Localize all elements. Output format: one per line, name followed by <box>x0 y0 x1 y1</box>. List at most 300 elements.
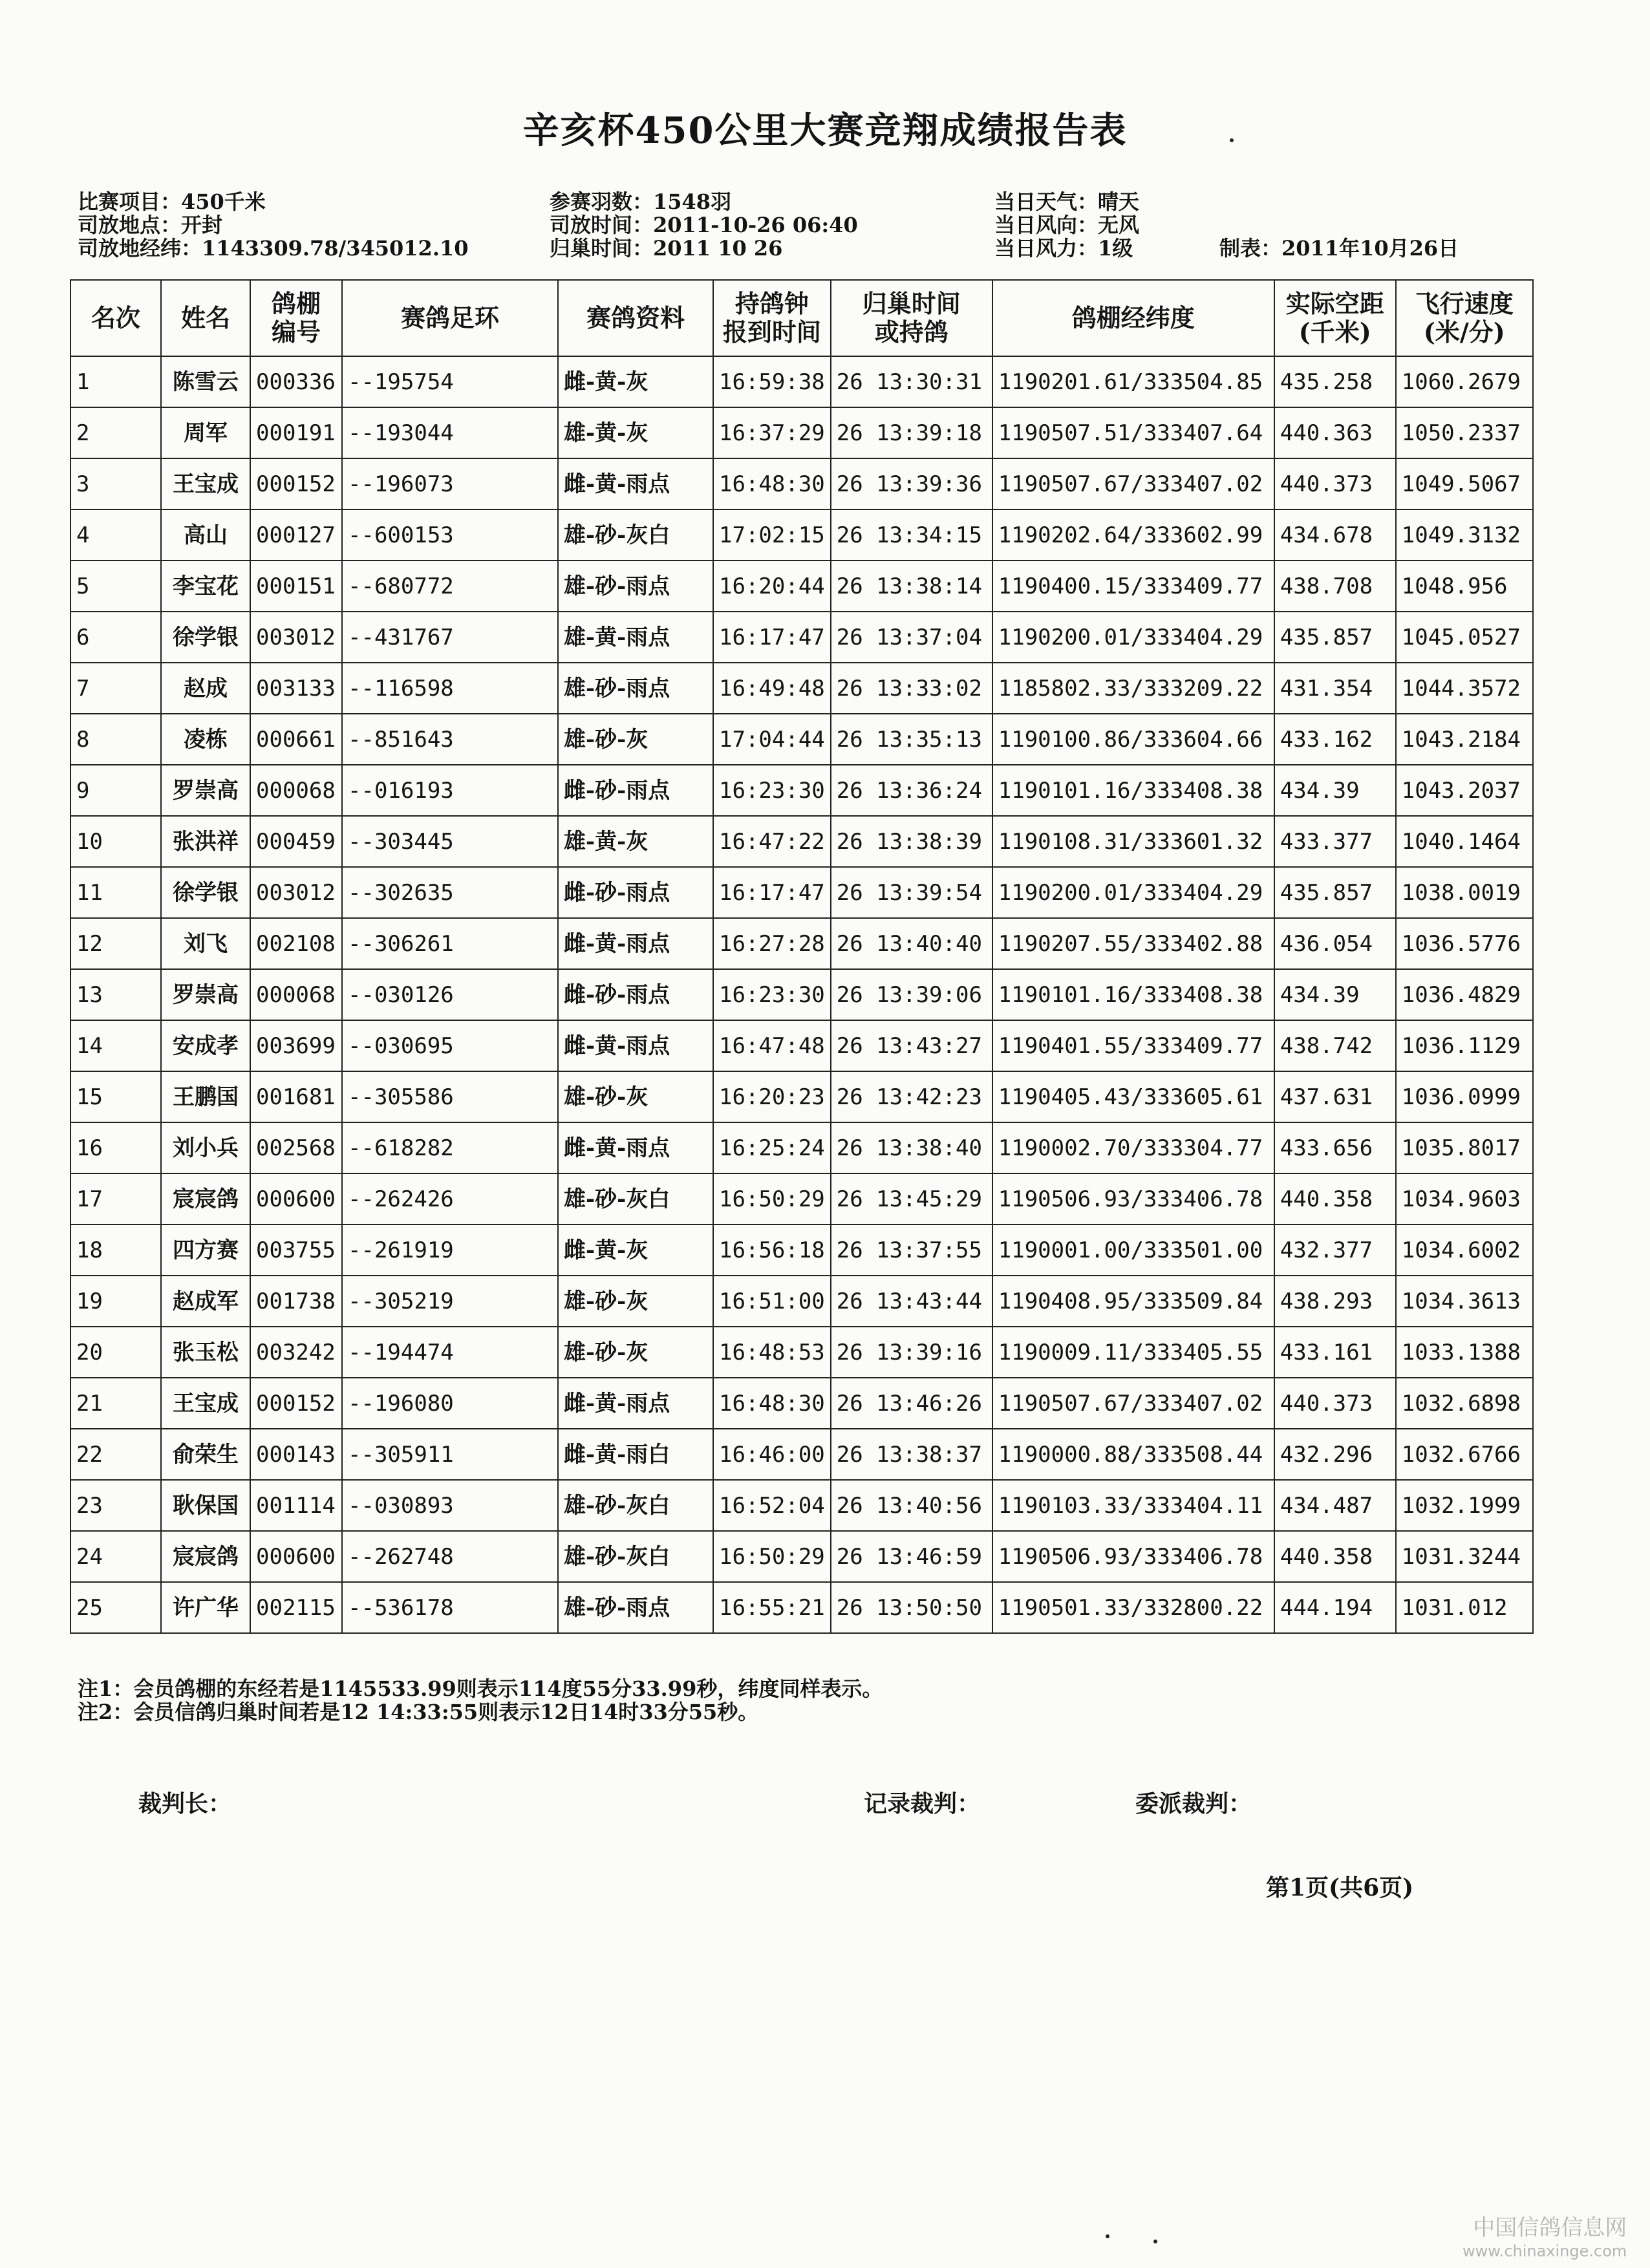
chief-judge-label: 裁判长： <box>138 1790 232 1817</box>
cell-rank: 18 <box>70 1225 161 1276</box>
cell-return-time: 26 13:38:14 <box>831 561 992 612</box>
note-1: 注1：会员鸽棚的东经若是1145533.99则表示114度55分33.99秒，纬度同样表示。 <box>78 1676 883 1701</box>
cell-distance: 438.742 <box>1274 1020 1396 1071</box>
cell-distance: 440.358 <box>1274 1531 1396 1582</box>
cell-rank: 12 <box>70 918 161 969</box>
cell-name: 罗崇高 <box>161 765 250 816</box>
cell-coordinates: 1190507.67/333407.02 <box>992 458 1274 509</box>
cell-clock-time: 16:56:18 <box>713 1225 831 1276</box>
cell-pigeon-info: 雌-黄-灰 <box>558 356 713 407</box>
watermark <box>1462 2216 1627 2263</box>
cell-coordinates: 1190507.51/333407.64 <box>992 407 1274 458</box>
watermark-name: 中国信鸽信息网 <box>1473 2215 1627 2241</box>
cell-rank: 9 <box>70 765 161 816</box>
report-title: 辛亥杯450公里大赛竞翔成绩报告表 <box>522 109 1128 152</box>
table-row <box>70 1378 1533 1429</box>
cell-loft-id: 000459 <box>250 816 342 867</box>
cell-return-time: 26 13:43:27 <box>831 1020 992 1071</box>
cell-distance: 436.054 <box>1274 918 1396 969</box>
cell-clock-time: 16:17:47 <box>713 867 831 918</box>
cell-clock-time: 16:48:30 <box>713 1378 831 1429</box>
cell-pigeon-info: 雄-砂-雨点 <box>558 561 713 612</box>
cell-clock-time: 16:27:28 <box>713 918 831 969</box>
cell-rank: 22 <box>70 1429 161 1480</box>
cell-name: 宸宸鸽 <box>161 1531 250 1582</box>
table-row <box>70 969 1533 1020</box>
cell-ring: --305219 <box>342 1276 558 1327</box>
cell-loft-id: 002115 <box>250 1582 342 1633</box>
cell-pigeon-info: 雌-黄-雨点 <box>558 1020 713 1071</box>
cell-pigeon-info: 雄-砂-灰 <box>558 1071 713 1122</box>
cell-clock-time: 16:50:29 <box>713 1173 831 1225</box>
cell-clock-time: 16:20:44 <box>713 561 831 612</box>
cell-ring: --030695 <box>342 1020 558 1071</box>
cell-pigeon-info: 雄-黄-雨点 <box>558 612 713 663</box>
cell-speed: 1044.3572 <box>1396 663 1533 714</box>
cell-pigeon-info: 雄-砂-灰白 <box>558 1531 713 1582</box>
cell-ring: --680772 <box>342 561 558 612</box>
table-row <box>70 1276 1533 1327</box>
cell-distance: 437.631 <box>1274 1071 1396 1122</box>
cell-return-time: 26 13:42:23 <box>831 1071 992 1122</box>
cell-rank: 8 <box>70 714 161 765</box>
cell-loft-id: 000336 <box>250 356 342 407</box>
cell-coordinates: 1190200.01/333404.29 <box>992 612 1274 663</box>
table-row <box>70 612 1533 663</box>
cell-rank: 23 <box>70 1480 161 1531</box>
cell-ring: --305911 <box>342 1429 558 1480</box>
cell-name: 赵成 <box>161 663 250 714</box>
table-row <box>70 1071 1533 1122</box>
cell-loft-id: 000152 <box>250 1378 342 1429</box>
cell-loft-id: 000152 <box>250 458 342 509</box>
cell-distance: 435.857 <box>1274 612 1396 663</box>
cell-return-time: 26 13:39:54 <box>831 867 992 918</box>
cell-speed: 1034.6002 <box>1396 1225 1533 1276</box>
cell-name: 凌栋 <box>161 714 250 765</box>
header-distance: 实际空距 (千米) <box>1274 280 1396 356</box>
cell-speed: 1032.6898 <box>1396 1378 1533 1429</box>
cell-clock-time: 16:47:48 <box>713 1020 831 1071</box>
cell-speed: 1043.2184 <box>1396 714 1533 765</box>
cell-return-time: 26 13:39:06 <box>831 969 992 1020</box>
cell-ring: --851643 <box>342 714 558 765</box>
cell-loft-id: 002108 <box>250 918 342 969</box>
table-row <box>70 765 1533 816</box>
table-row <box>70 1429 1533 1480</box>
info-item: 当日风向：无风 <box>994 213 1140 237</box>
cell-ring: --302635 <box>342 867 558 918</box>
cell-clock-time: 16:51:00 <box>713 1276 831 1327</box>
header-rank: 名次 <box>70 280 161 356</box>
cell-return-time: 26 13:45:29 <box>831 1173 992 1225</box>
cell-ring: --030126 <box>342 969 558 1020</box>
cell-coordinates: 1190401.55/333409.77 <box>992 1020 1274 1071</box>
cell-speed: 1045.0527 <box>1396 612 1533 663</box>
cell-return-time: 26 13:30:31 <box>831 356 992 407</box>
cell-clock-time: 16:47:22 <box>713 816 831 867</box>
cell-loft-id: 000068 <box>250 969 342 1020</box>
cell-distance: 434.39 <box>1274 969 1396 1020</box>
cell-rank: 17 <box>70 1173 161 1225</box>
cell-distance: 434.39 <box>1274 765 1396 816</box>
table-body <box>70 356 1533 1633</box>
cell-clock-time: 16:23:30 <box>713 765 831 816</box>
cell-return-time: 26 13:35:13 <box>831 714 992 765</box>
cell-speed: 1034.9603 <box>1396 1173 1533 1225</box>
cell-pigeon-info: 雄-黄-灰 <box>558 407 713 458</box>
cell-loft-id: 002568 <box>250 1122 342 1173</box>
cell-ring: --431767 <box>342 612 558 663</box>
cell-rank: 19 <box>70 1276 161 1327</box>
cell-speed: 1036.0999 <box>1396 1071 1533 1122</box>
cell-speed: 1036.1129 <box>1396 1020 1533 1071</box>
cell-name: 许广华 <box>161 1582 250 1633</box>
cell-loft-id: 001738 <box>250 1276 342 1327</box>
cell-pigeon-info: 雄-黄-灰 <box>558 816 713 867</box>
cell-distance: 434.678 <box>1274 509 1396 561</box>
cell-return-time: 26 13:46:26 <box>831 1378 992 1429</box>
scan-speck <box>1106 2234 1109 2238</box>
cell-pigeon-info: 雌-砂-雨点 <box>558 867 713 918</box>
table-row <box>70 1531 1533 1582</box>
cell-pigeon-info: 雄-砂-雨点 <box>558 1582 713 1633</box>
cell-loft-id: 003133 <box>250 663 342 714</box>
cell-ring: --262748 <box>342 1531 558 1582</box>
cell-coordinates: 1190408.95/333509.84 <box>992 1276 1274 1327</box>
cell-name: 周军 <box>161 407 250 458</box>
table-row <box>70 663 1533 714</box>
cell-return-time: 26 13:39:18 <box>831 407 992 458</box>
cell-rank: 13 <box>70 969 161 1020</box>
cell-speed: 1040.1464 <box>1396 816 1533 867</box>
cell-distance: 433.656 <box>1274 1122 1396 1173</box>
cell-loft-id: 000143 <box>250 1429 342 1480</box>
cell-name: 徐学银 <box>161 867 250 918</box>
cell-speed: 1048.956 <box>1396 561 1533 612</box>
cell-loft-id: 001681 <box>250 1071 342 1122</box>
cell-name: 张洪祥 <box>161 816 250 867</box>
note-2: 注2：会员信鸽归巢时间若是12 14:33:55则表示12日14时33分55秒。 <box>78 1700 759 1724</box>
cell-rank: 3 <box>70 458 161 509</box>
cell-distance: 433.161 <box>1274 1327 1396 1378</box>
cell-pigeon-info: 雌-砂-雨点 <box>558 765 713 816</box>
cell-speed: 1031.3244 <box>1396 1531 1533 1582</box>
cell-speed: 1035.8017 <box>1396 1122 1533 1173</box>
cell-name: 徐学银 <box>161 612 250 663</box>
cell-clock-time: 17:02:15 <box>713 509 831 561</box>
cell-distance: 440.373 <box>1274 1378 1396 1429</box>
cell-rank: 20 <box>70 1327 161 1378</box>
cell-rank: 4 <box>70 509 161 561</box>
cell-coordinates: 1190506.93/333406.78 <box>992 1173 1274 1225</box>
cell-loft-id: 000151 <box>250 561 342 612</box>
cell-clock-time: 16:37:29 <box>713 407 831 458</box>
made-date: 制表：2011年10月26日 <box>1219 236 1459 261</box>
cell-loft-id: 003242 <box>250 1327 342 1378</box>
cell-loft-id: 003012 <box>250 612 342 663</box>
cell-coordinates: 1190200.01/333404.29 <box>992 867 1274 918</box>
cell-speed: 1049.5067 <box>1396 458 1533 509</box>
cell-rank: 25 <box>70 1582 161 1633</box>
cell-loft-id: 000191 <box>250 407 342 458</box>
cell-coordinates: 1190009.11/333405.55 <box>992 1327 1274 1378</box>
cell-ring: --305586 <box>342 1071 558 1122</box>
cell-distance: 432.377 <box>1274 1225 1396 1276</box>
header-return-time: 归巢时间 或持鸽 <box>831 280 992 356</box>
cell-loft-id: 000600 <box>250 1173 342 1225</box>
cell-ring: --194474 <box>342 1327 558 1378</box>
cell-distance: 435.857 <box>1274 867 1396 918</box>
table-row <box>70 867 1533 918</box>
cell-return-time: 26 13:40:56 <box>831 1480 992 1531</box>
cell-clock-time: 16:48:30 <box>713 458 831 509</box>
cell-rank: 14 <box>70 1020 161 1071</box>
info-item: 归巢时间：2011 10 26 <box>550 236 783 261</box>
cell-distance: 440.373 <box>1274 458 1396 509</box>
table-row <box>70 1020 1533 1071</box>
cell-pigeon-info: 雄-砂-灰白 <box>558 1480 713 1531</box>
cell-loft-id: 000127 <box>250 509 342 561</box>
cell-ring: --116598 <box>342 663 558 714</box>
table-row <box>70 458 1533 509</box>
cell-speed: 1031.012 <box>1396 1582 1533 1633</box>
cell-coordinates: 1190001.00/333501.00 <box>992 1225 1274 1276</box>
cell-clock-time: 16:59:38 <box>713 356 831 407</box>
cell-name: 王鹏国 <box>161 1071 250 1122</box>
cell-clock-time: 16:52:04 <box>713 1480 831 1531</box>
header-loft-id: 鸽棚 编号 <box>250 280 342 356</box>
cell-loft-id: 000600 <box>250 1531 342 1582</box>
cell-ring: --030893 <box>342 1480 558 1531</box>
cell-rank: 6 <box>70 612 161 663</box>
cell-coordinates: 1190405.43/333605.61 <box>992 1071 1274 1122</box>
cell-ring: --195754 <box>342 356 558 407</box>
info-item: 司放地经纬：1143309.78/345012.10 <box>78 236 469 261</box>
cell-name: 耿保国 <box>161 1480 250 1531</box>
cell-pigeon-info: 雄-砂-雨点 <box>558 663 713 714</box>
cell-distance: 435.258 <box>1274 356 1396 407</box>
cell-pigeon-info: 雌-黄-雨点 <box>558 918 713 969</box>
results-table <box>70 279 1534 1634</box>
table-row <box>70 816 1533 867</box>
header-coordinates: 鸽棚经纬度 <box>992 280 1274 356</box>
cell-loft-id: 003755 <box>250 1225 342 1276</box>
cell-pigeon-info: 雌-黄-雨点 <box>558 1378 713 1429</box>
cell-speed: 1034.3613 <box>1396 1276 1533 1327</box>
cell-return-time: 26 13:46:59 <box>831 1531 992 1582</box>
cell-ring: --193044 <box>342 407 558 458</box>
cell-return-time: 26 13:33:02 <box>831 663 992 714</box>
cell-name: 赵成军 <box>161 1276 250 1327</box>
info-item: 参赛羽数：1548羽 <box>550 189 732 214</box>
cell-name: 刘飞 <box>161 918 250 969</box>
cell-name: 宸宸鸽 <box>161 1173 250 1225</box>
cell-return-time: 26 13:34:15 <box>831 509 992 561</box>
cell-coordinates: 1190101.16/333408.38 <box>992 969 1274 1020</box>
cell-speed: 1033.1388 <box>1396 1327 1533 1378</box>
cell-distance: 434.487 <box>1274 1480 1396 1531</box>
cell-coordinates: 1190000.88/333508.44 <box>992 1429 1274 1480</box>
table-row <box>70 714 1533 765</box>
cell-return-time: 26 13:39:36 <box>831 458 992 509</box>
cell-clock-time: 16:23:30 <box>713 969 831 1020</box>
table-row <box>70 1582 1533 1633</box>
header-name: 姓名 <box>161 280 250 356</box>
cell-return-time: 26 13:38:39 <box>831 816 992 867</box>
table-row <box>70 509 1533 561</box>
cell-distance: 444.194 <box>1274 1582 1396 1633</box>
cell-coordinates: 1185802.33/333209.22 <box>992 663 1274 714</box>
cell-name: 高山 <box>161 509 250 561</box>
cell-return-time: 26 13:38:40 <box>831 1122 992 1173</box>
cell-return-time: 26 13:36:24 <box>831 765 992 816</box>
cell-name: 四方赛 <box>161 1225 250 1276</box>
cell-coordinates: 1190002.70/333304.77 <box>992 1122 1274 1173</box>
table-row <box>70 407 1533 458</box>
cell-clock-time: 16:17:47 <box>713 612 831 663</box>
cell-coordinates: 1190100.86/333604.66 <box>992 714 1274 765</box>
notes <box>78 1677 883 1724</box>
cell-coordinates: 1190101.16/333408.38 <box>992 765 1274 816</box>
cell-coordinates: 1190202.64/333602.99 <box>992 509 1274 561</box>
cell-coordinates: 1190108.31/333601.32 <box>992 816 1274 867</box>
cell-clock-time: 16:46:00 <box>713 1429 831 1480</box>
cell-name: 刘小兵 <box>161 1122 250 1173</box>
cell-return-time: 26 13:38:37 <box>831 1429 992 1480</box>
cell-pigeon-info: 雄-砂-灰 <box>558 1327 713 1378</box>
cell-coordinates: 1190501.33/332800.22 <box>992 1582 1274 1633</box>
cell-coordinates: 1190207.55/333402.88 <box>992 918 1274 969</box>
cell-clock-time: 17:04:44 <box>713 714 831 765</box>
cell-clock-time: 16:49:48 <box>713 663 831 714</box>
cell-clock-time: 16:55:21 <box>713 1582 831 1633</box>
cell-coordinates: 1190103.33/333404.11 <box>992 1480 1274 1531</box>
cell-name: 罗崇高 <box>161 969 250 1020</box>
cell-clock-time: 16:20:23 <box>713 1071 831 1122</box>
cell-distance: 440.358 <box>1274 1173 1396 1225</box>
cell-return-time: 26 13:43:44 <box>831 1276 992 1327</box>
cell-distance: 440.363 <box>1274 407 1396 458</box>
cell-rank: 24 <box>70 1531 161 1582</box>
cell-clock-time: 16:50:29 <box>713 1531 831 1582</box>
cell-ring: --306261 <box>342 918 558 969</box>
cell-ring: --303445 <box>342 816 558 867</box>
cell-pigeon-info: 雄-砂-灰白 <box>558 509 713 561</box>
header-clock-time: 持鸽钟 报到时间 <box>713 280 831 356</box>
cell-loft-id: 001114 <box>250 1480 342 1531</box>
cell-name: 王宝成 <box>161 458 250 509</box>
cell-name: 安成孝 <box>161 1020 250 1071</box>
cell-rank: 10 <box>70 816 161 867</box>
cell-ring: --600153 <box>342 509 558 561</box>
cell-ring: --536178 <box>342 1582 558 1633</box>
cell-pigeon-info: 雌-黄-雨点 <box>558 458 713 509</box>
cell-coordinates: 1190507.67/333407.02 <box>992 1378 1274 1429</box>
cell-loft-id: 000661 <box>250 714 342 765</box>
watermark-url: www.chinaxinge.com <box>1462 2242 1627 2260</box>
cell-speed: 1036.4829 <box>1396 969 1533 1020</box>
scan-speck <box>1153 2240 1157 2243</box>
cell-rank: 7 <box>70 663 161 714</box>
info-item: 比赛项目：450千米 <box>78 189 266 214</box>
cell-speed: 1050.2337 <box>1396 407 1533 458</box>
cell-name: 张玉松 <box>161 1327 250 1378</box>
cell-coordinates: 1190506.93/333406.78 <box>992 1531 1274 1582</box>
cell-pigeon-info: 雄-砂-灰白 <box>558 1173 713 1225</box>
cell-coordinates: 1190201.61/333504.85 <box>992 356 1274 407</box>
table-row <box>70 561 1533 612</box>
cell-distance: 433.377 <box>1274 816 1396 867</box>
header-pigeon-info: 赛鸽资料 <box>558 280 713 356</box>
cell-ring: --261919 <box>342 1225 558 1276</box>
cell-rank: 1 <box>70 356 161 407</box>
cell-ring: --016193 <box>342 765 558 816</box>
table-row <box>70 918 1533 969</box>
cell-speed: 1049.3132 <box>1396 509 1533 561</box>
cell-ring: --618282 <box>342 1122 558 1173</box>
cell-loft-id: 003012 <box>250 867 342 918</box>
header-ring: 赛鸽足环 <box>342 280 558 356</box>
cell-ring: --262426 <box>342 1173 558 1225</box>
committee-judge-label: 委派裁判： <box>1135 1790 1252 1817</box>
cell-pigeon-info: 雄-砂-灰 <box>558 714 713 765</box>
cell-distance: 438.293 <box>1274 1276 1396 1327</box>
table-row <box>70 356 1533 407</box>
scan-speck <box>1230 138 1234 142</box>
cell-speed: 1060.2679 <box>1396 356 1533 407</box>
cell-speed: 1038.0019 <box>1396 867 1533 918</box>
cell-loft-id: 000068 <box>250 765 342 816</box>
cell-speed: 1032.6766 <box>1396 1429 1533 1480</box>
cell-rank: 21 <box>70 1378 161 1429</box>
info-item: 司放地点：开封 <box>78 213 223 237</box>
cell-rank: 16 <box>70 1122 161 1173</box>
table-row <box>70 1480 1533 1531</box>
cell-pigeon-info: 雌-黄-雨白 <box>558 1429 713 1480</box>
cell-coordinates: 1190400.15/333409.77 <box>992 561 1274 612</box>
cell-speed: 1032.1999 <box>1396 1480 1533 1531</box>
table-row <box>70 1327 1533 1378</box>
cell-clock-time: 16:25:24 <box>713 1122 831 1173</box>
cell-pigeon-info: 雌-黄-雨点 <box>558 1122 713 1173</box>
cell-name: 陈雪云 <box>161 356 250 407</box>
info-col-3 <box>994 190 1139 260</box>
cell-pigeon-info: 雌-黄-灰 <box>558 1225 713 1276</box>
cell-rank: 11 <box>70 867 161 918</box>
cell-distance: 438.708 <box>1274 561 1396 612</box>
recorder-judge-label: 记录裁判： <box>864 1790 981 1817</box>
table-row <box>70 1173 1533 1225</box>
cell-distance: 432.296 <box>1274 1429 1396 1480</box>
cell-speed: 1043.2037 <box>1396 765 1533 816</box>
cell-ring: --196080 <box>342 1378 558 1429</box>
cell-pigeon-info: 雄-砂-灰 <box>558 1276 713 1327</box>
cell-return-time: 26 13:40:40 <box>831 918 992 969</box>
cell-rank: 5 <box>70 561 161 612</box>
cell-return-time: 26 13:37:04 <box>831 612 992 663</box>
table-row <box>70 1225 1533 1276</box>
info-item: 当日天气：晴天 <box>994 189 1140 214</box>
table-row <box>70 1122 1533 1173</box>
cell-distance: 433.162 <box>1274 714 1396 765</box>
cell-name: 李宝花 <box>161 561 250 612</box>
cell-ring: --196073 <box>342 458 558 509</box>
cell-rank: 15 <box>70 1071 161 1122</box>
cell-return-time: 26 13:37:55 <box>831 1225 992 1276</box>
cell-name: 王宝成 <box>161 1378 250 1429</box>
info-item: 当日风力：1级 <box>994 236 1133 261</box>
